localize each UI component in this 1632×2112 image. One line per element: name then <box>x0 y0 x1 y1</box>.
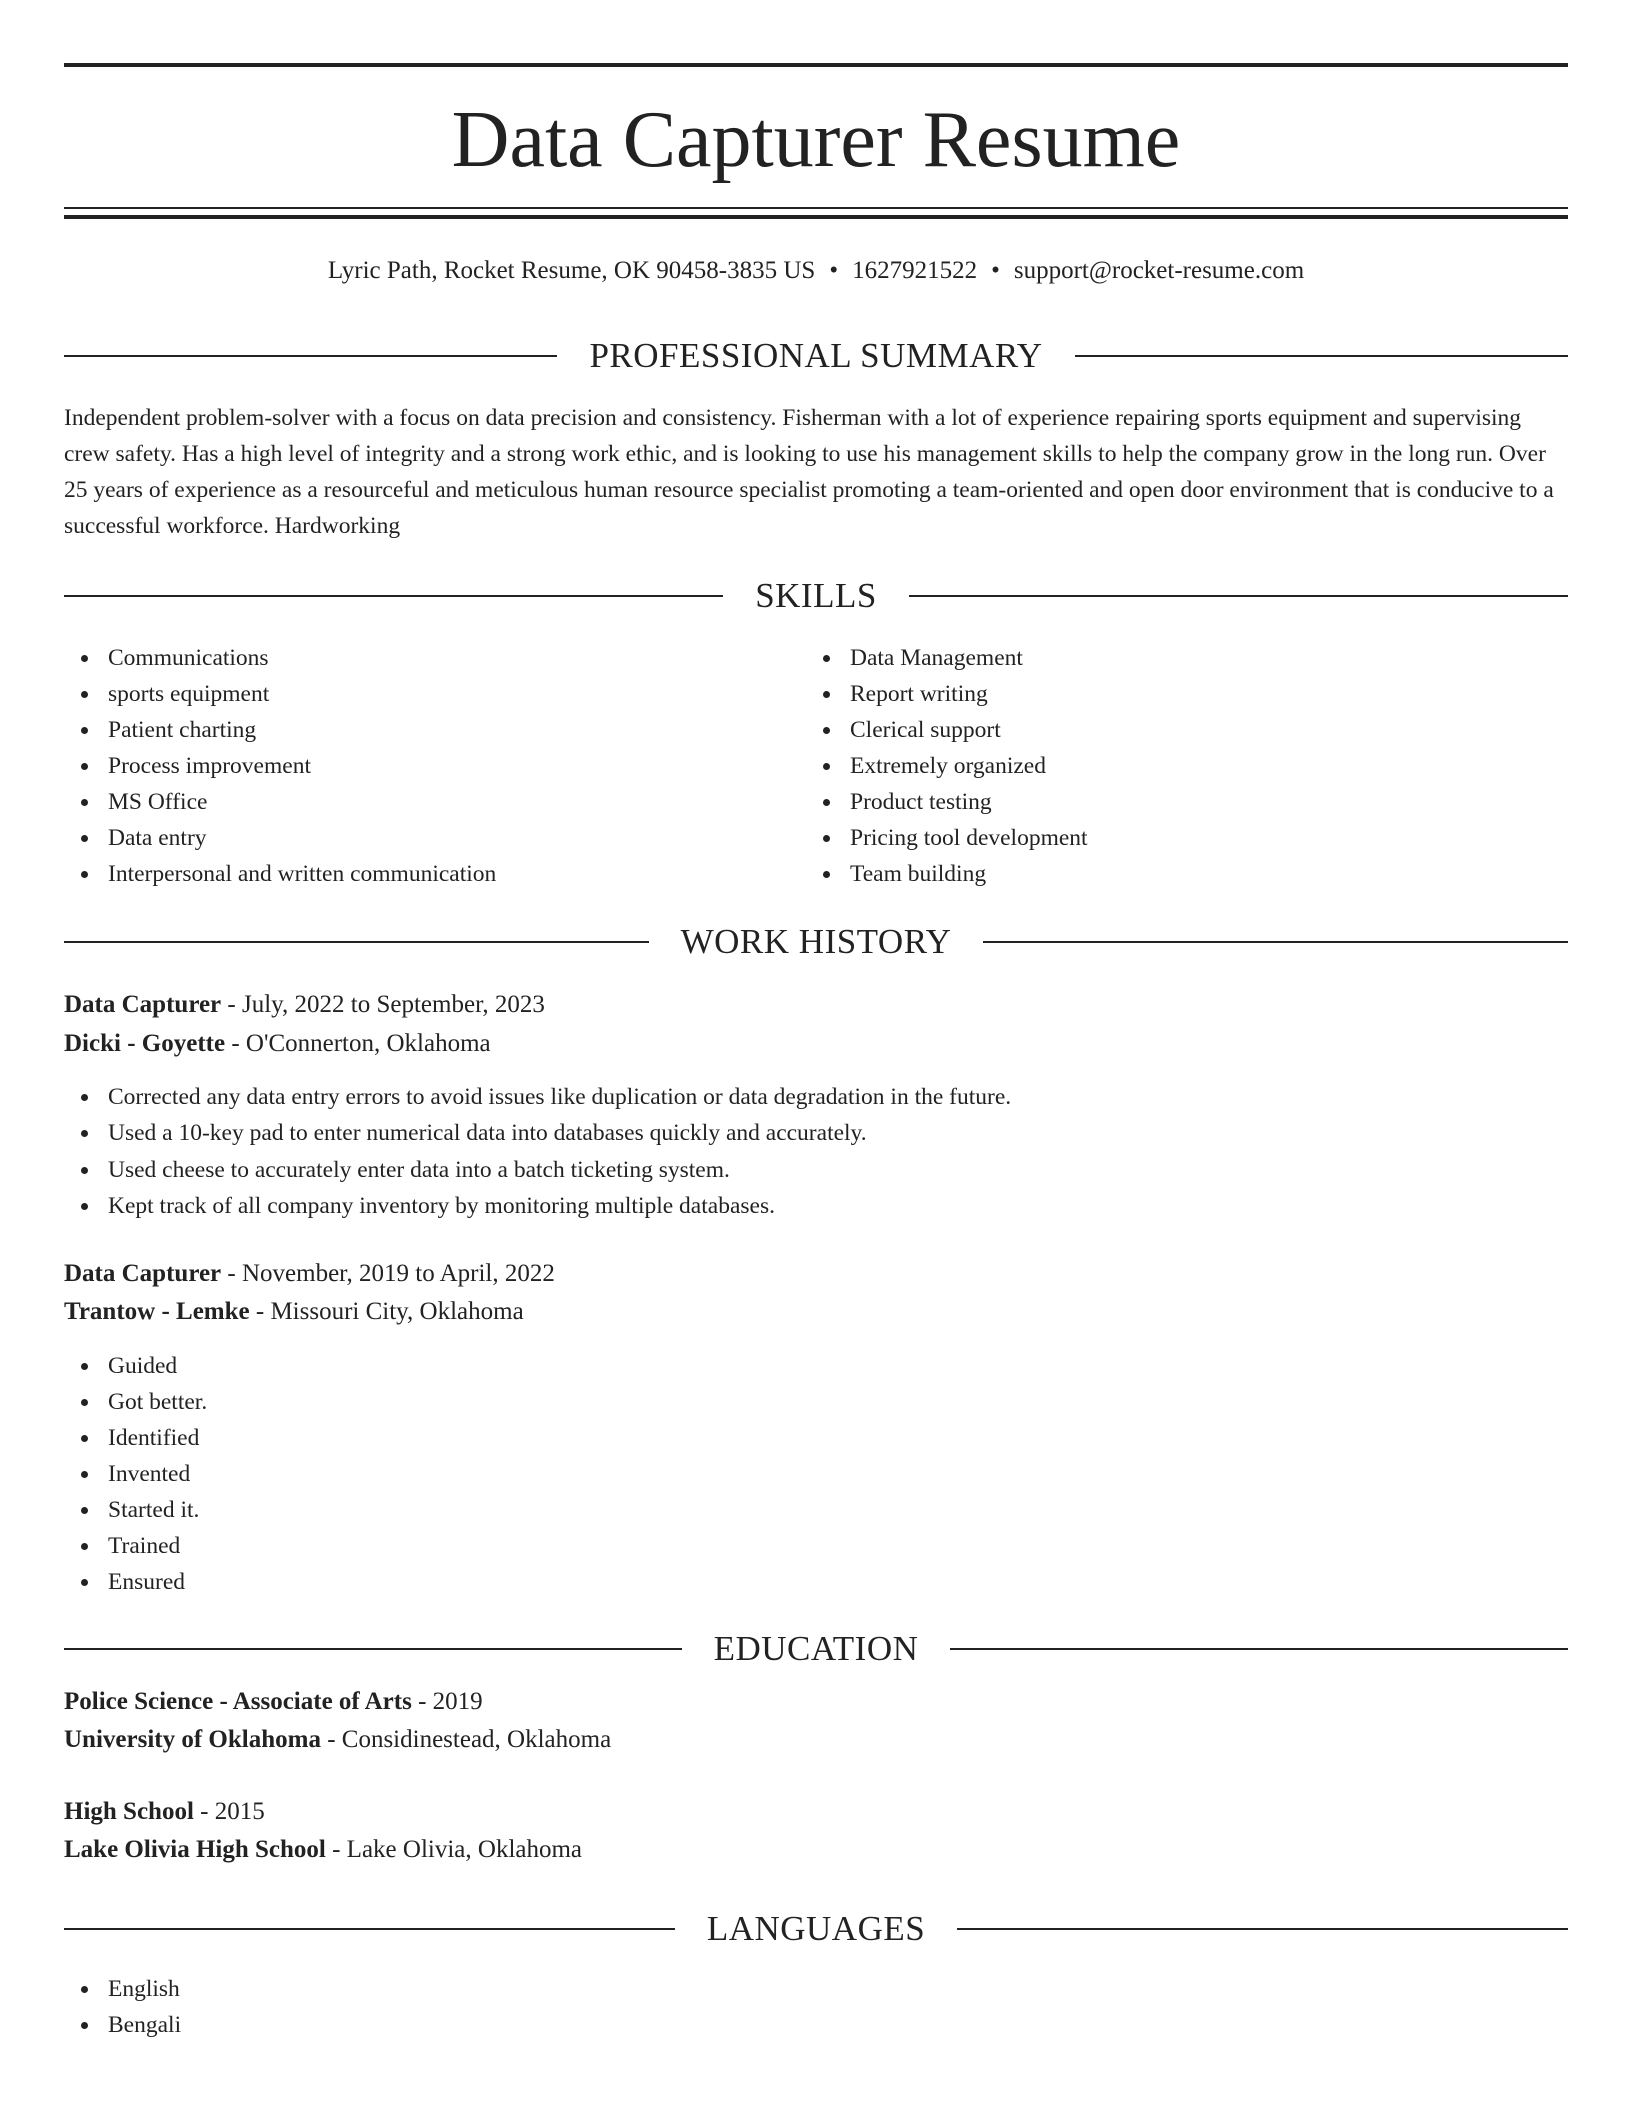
skill-item: Patient charting <box>64 712 496 748</box>
job-bullet: Invented <box>64 1456 207 1492</box>
education-location: - Lake Olivia, Oklahoma <box>325 1836 583 1863</box>
heading-rule <box>909 595 1568 597</box>
job-bullet: Corrected any data entry errors to avoid issues like duplication or data degradation in the future. <box>64 1079 1011 1115</box>
job-dates: - July, 2022 to September, 2023 <box>221 991 545 1018</box>
skill-item: MS Office <box>64 784 496 820</box>
heading-rule <box>64 595 723 597</box>
summary-paragraph: Independent problem-solver with a focus on data precision and consistency. Fisherman with a lot of experience repairing sports equipment and supervising crew safety. Has a high level of integrity and a strong work ethic, and is looking to use his management skills to help the company grow in the long run. Over 25 years of experience as a resourceful and meticulous human resource specialist promoting a team-oriented and open door environment that is conducive to a successful workforce. Hardworking <box>64 405 1554 539</box>
job-title-line <box>64 987 545 1023</box>
section-title: LANGUAGES <box>706 1909 926 1948</box>
job-location: - Missouri City, Oklahoma <box>249 1298 524 1325</box>
job-company-line <box>64 1294 524 1330</box>
job-bullets <box>64 1079 1011 1224</box>
language-item: Bengali <box>64 2007 181 2043</box>
section-title: WORK HISTORY <box>680 922 952 961</box>
job-position: Data Capturer <box>64 1260 222 1287</box>
education-year: - 2019 <box>411 1688 483 1715</box>
education-degree: High School <box>64 1798 194 1825</box>
section-title: PROFESSIONAL SUMMARY <box>589 336 1043 375</box>
language-item: English <box>64 1971 181 2007</box>
job-bullet: Kept track of all company inventory by monitoring multiple databases. <box>64 1188 1011 1224</box>
contact-separator: • <box>829 257 839 284</box>
section-title: SKILLS <box>755 576 877 615</box>
section-heading-languages <box>64 1907 1568 1951</box>
skill-item: Report writing <box>806 676 1088 712</box>
skill-item: sports equipment <box>64 676 496 712</box>
skill-item: Product testing <box>806 784 1088 820</box>
languages-list <box>64 1971 181 2043</box>
heading-rule <box>64 1648 682 1650</box>
section-heading-summary <box>64 334 1568 378</box>
heading-rule <box>1075 355 1568 357</box>
skill-item: Process improvement <box>64 748 496 784</box>
skill-item: Interpersonal and written communication <box>64 856 496 892</box>
skill-item: Data Management <box>806 640 1088 676</box>
education-school: Lake Olivia High School <box>64 1836 326 1863</box>
education-location: - Considinestead, Oklahoma <box>320 1726 612 1753</box>
skill-item: Communications <box>64 640 496 676</box>
job-position: Data Capturer <box>64 991 222 1018</box>
top-rule <box>64 63 1568 67</box>
job-bullet: Started it. <box>64 1492 207 1528</box>
education-school-line <box>64 1722 611 1758</box>
job-company: Trantow - Lemke <box>64 1298 250 1325</box>
heading-rule <box>957 1928 1568 1930</box>
education-degree: Police Science - Associate of Arts <box>64 1688 412 1715</box>
job-bullet: Got better. <box>64 1384 207 1420</box>
heading-rule <box>64 355 557 357</box>
heading-rule <box>983 941 1568 943</box>
job-company-line <box>64 1026 491 1062</box>
skill-item: Data entry <box>64 820 496 856</box>
job-dates: - November, 2019 to April, 2022 <box>221 1260 555 1287</box>
job-location: - O'Connerton, Oklahoma <box>225 1030 491 1057</box>
heading-rule <box>64 1928 675 1930</box>
skill-item: Team building <box>806 856 1088 892</box>
title-rule-thin <box>64 207 1568 209</box>
section-heading-work <box>64 920 1568 964</box>
contact-address: Lyric Path, Rocket Resume, OK 90458-3835 US <box>327 257 816 284</box>
section-heading-skills <box>64 574 1568 618</box>
education-degree-line <box>64 1684 483 1720</box>
job-bullet: Used a 10-key pad to enter numerical data into databases quickly and accurately. <box>64 1115 1011 1151</box>
contact-separator: • <box>991 257 1000 284</box>
job-bullet: Identified <box>64 1420 207 1456</box>
heading-rule <box>950 1648 1568 1650</box>
education-degree-line <box>64 1794 265 1830</box>
skill-item: Extremely organized <box>806 748 1088 784</box>
skill-item: Clerical support <box>806 712 1088 748</box>
job-bullets <box>64 1348 207 1600</box>
heading-rule <box>64 941 649 943</box>
contact-email: support@rocket-resume.com <box>1013 257 1305 284</box>
job-title-line <box>64 1256 555 1292</box>
education-school-line <box>64 1832 582 1868</box>
contact-line <box>64 254 1568 288</box>
job-bullet: Ensured <box>64 1564 207 1600</box>
skill-item: Pricing tool development <box>806 820 1088 856</box>
job-bullet: Used cheese to accurately enter data into a batch ticketing system. <box>64 1152 1011 1188</box>
section-title: EDUCATION <box>713 1629 919 1668</box>
skills-list-right <box>806 640 1088 892</box>
job-bullet: Trained <box>64 1528 207 1564</box>
education-school: University of Oklahoma <box>64 1726 321 1753</box>
contact-phone: 1627921522 <box>852 257 978 284</box>
title-rule-thick <box>64 215 1568 219</box>
job-company: Dicki - Goyette <box>64 1030 226 1057</box>
skills-list-left <box>64 640 496 892</box>
section-heading-education <box>64 1627 1568 1671</box>
job-bullet: Guided <box>64 1348 207 1384</box>
education-year: - 2015 <box>193 1798 265 1825</box>
resume-title: Data Capturer Resume <box>451 96 1181 184</box>
